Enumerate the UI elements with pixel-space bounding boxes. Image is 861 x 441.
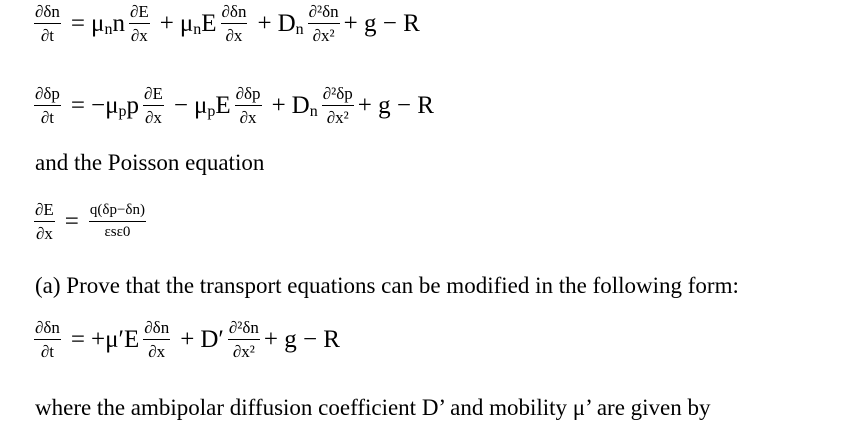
paragraph-ambipolar-definition: where the ambipolar diffusion coefficient D’ and mobility μ’ are given by [35, 395, 711, 420]
paragraph-poisson-intro: and the Poisson equation [35, 150, 265, 175]
lhs-fraction: $\frac{\partial\delta p}{\partial t}$ [35, 84, 60, 127]
hole-transport-equation: $\frac{\partial\delta p}{\partial t}$ = −μ p p $\frac{\partial E}{\partial x}$ − μ p E $\frac{\partial\delta p}{\partial x}$ + D n $\frac{\text{∂²δp}}{\text{∂x²}}$ + g − R [35, 84, 434, 127]
gradient-fraction: $\frac{\partial\delta p}{\partial x}$ [235, 84, 261, 127]
gradient-fraction: $\frac{\partial\delta n}{\partial x}$ [144, 318, 170, 361]
drift-fraction: $\frac{\partial E}{\partial x}$ [129, 2, 149, 45]
poisson-equation: $\frac{\partial E}{\partial x}$ = $\frac{q(\delta p-\delta n)}{\text{εsε0}}$ [35, 200, 145, 243]
diffusion-fraction: $\frac{\text{∂²δn}}{\text{∂x²}}$ [228, 318, 259, 361]
gradient-fraction: $\frac{\partial\delta n}{\partial x}$ [221, 2, 247, 45]
electron-transport-equation: $\frac{\partial\delta n}{\partial t}$ = μ n n $\frac{\partial E}{\partial x}$ + μ n E $\frac{\partial\delta n}{\partial x}$ + D n $\frac{\text{∂²δn}}{\text{∂x²}}$ + g − R [35, 2, 420, 45]
lhs-fraction: $\frac{\partial\delta n}{\partial t}$ [35, 2, 60, 45]
drift-fraction: $\frac{\partial E}{\partial x}$ [144, 84, 163, 127]
ambipolar-transport-equation: $\frac{\partial\delta n}{\partial t}$ = +μ′E $\frac{\partial\delta n}{\partial x}$ + D′ $\frac{\text{∂²δn}}{\text{∂x²}}$ + g − R [35, 318, 340, 361]
lhs-fraction: $\frac{\partial E}{\partial x}$ [35, 200, 54, 243]
lhs-fraction: $\frac{\partial\delta n}{\partial t}$ [35, 318, 60, 361]
diffusion-fraction: $\frac{\text{∂²δp}}{\text{∂x²}}$ [322, 84, 353, 127]
paragraph-prove-statement: (a) Prove that the transport equations can be modified in the following form: [35, 273, 739, 298]
rhs-fraction: $\frac{q(\delta p-\delta n)}{\text{εsε0}}$ [89, 202, 145, 240]
diffusion-fraction: $\frac{\text{∂²δn}}{\text{∂x²}}$ [308, 2, 339, 45]
